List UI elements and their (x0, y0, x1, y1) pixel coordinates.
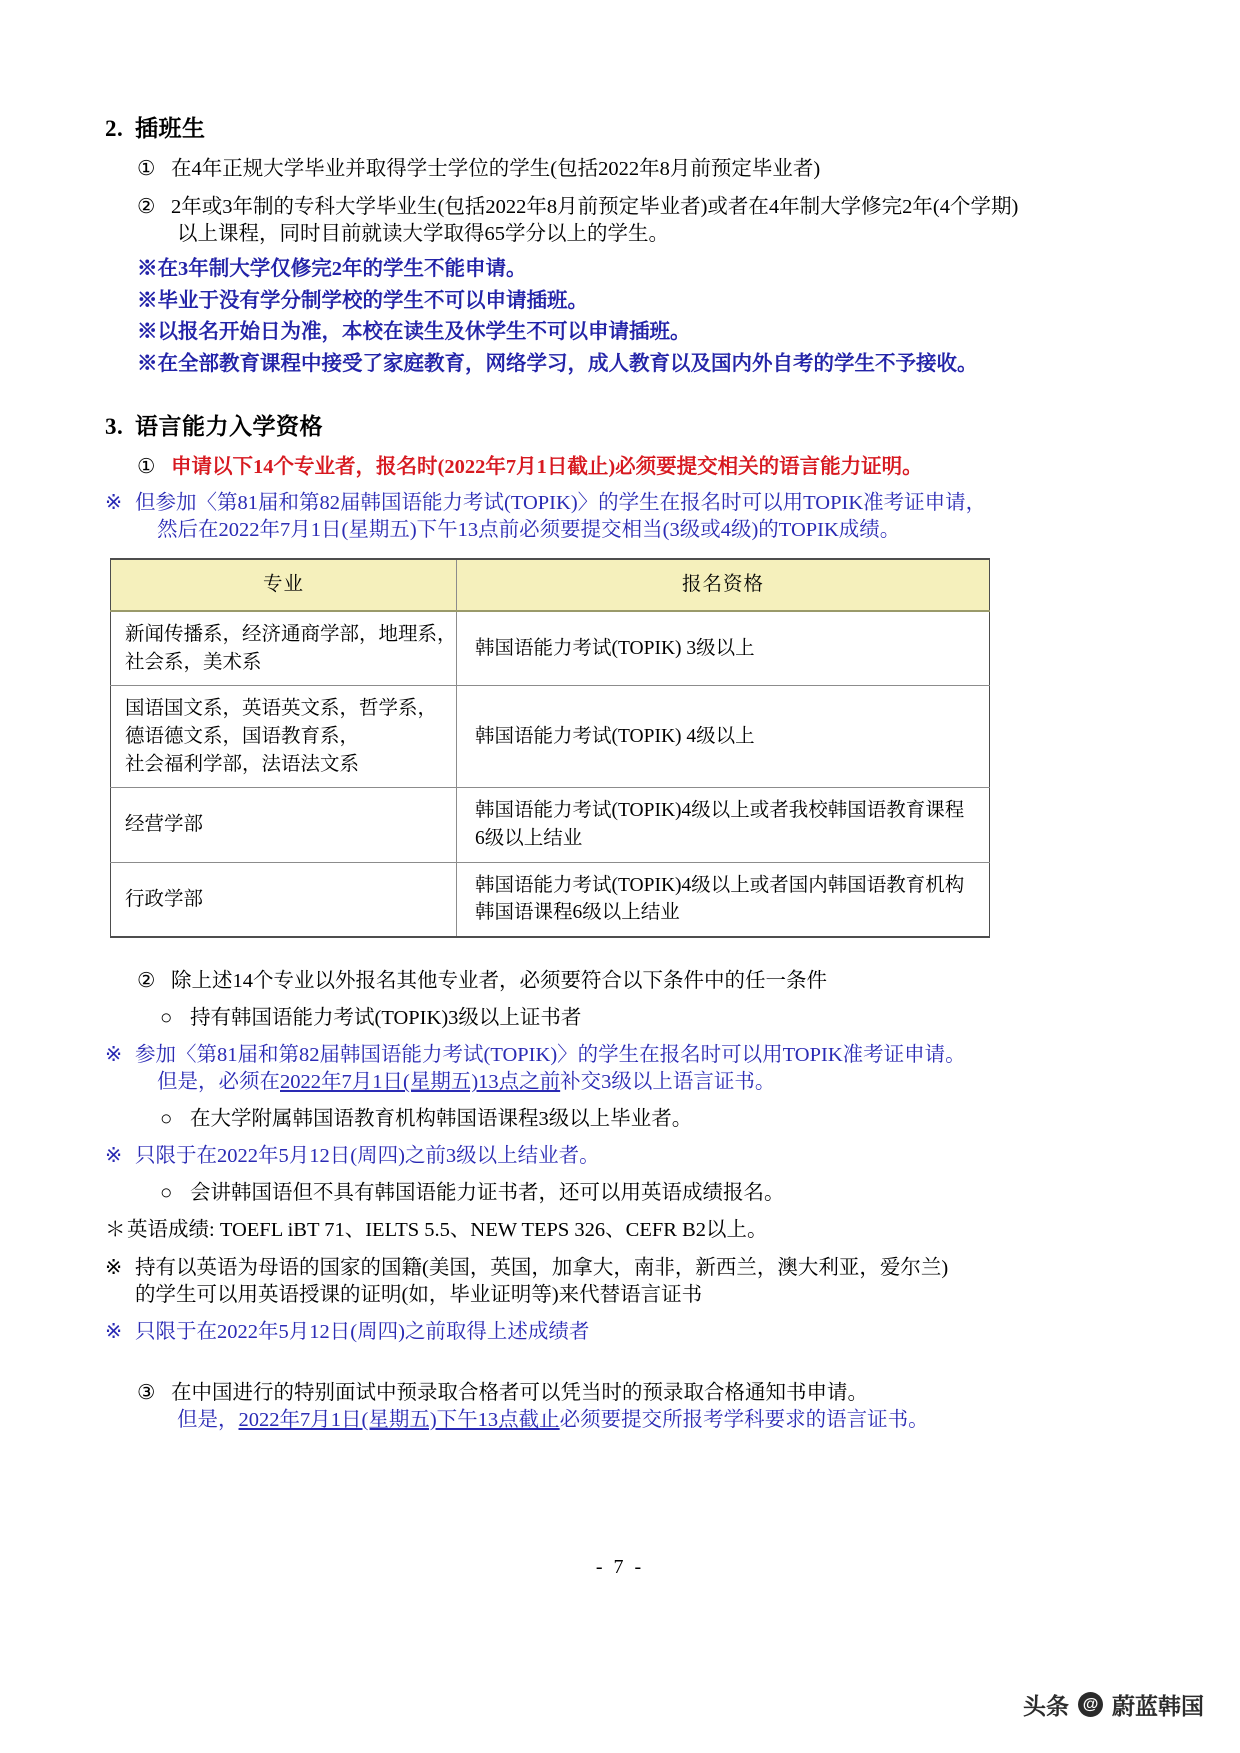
circle-bullet-marker: ○ (160, 1182, 173, 1205)
majors-requirements-table (110, 558, 990, 938)
list-marker: ② (137, 970, 156, 993)
table-cell-major (111, 611, 457, 686)
section-3-bullet-2 (160, 1106, 1135, 1133)
item-3-line-2-prefix: 但是， (177, 1408, 239, 1431)
at-icon: @ (1078, 1692, 1103, 1717)
section-2-item-1-line-1: 在4年正规大学毕业并取得学士学位的学生(包括2022年8月前预定毕业者) (171, 158, 821, 180)
major-line: 社会福利学部，法语法文系 (125, 753, 360, 775)
section-3-bullet-1 (160, 1005, 1135, 1032)
section-3-item-1 (137, 454, 1135, 481)
watermark (1023, 1688, 1204, 1721)
note-line-2-suffix: 补交3级以上语言证书。 (560, 1071, 776, 1094)
section-2-note-3: ※以报名开始日为准，本校在读生及休学生不可以申请插班。 (137, 321, 691, 344)
major-line: 行政学部 (125, 888, 204, 910)
table-row (111, 686, 990, 788)
table-header-row (111, 559, 990, 611)
section-2-transfer-students (105, 110, 1135, 374)
section-2-number: 2. (105, 116, 124, 141)
section-2-item-2-line-1: 2年或3年制的专科大学毕业生(包括2022年8月前预定毕业者)或者在4年制大学修完2年(4个学期) (171, 196, 1019, 219)
table-cell-requirement (457, 788, 990, 862)
section-2-item-1 (137, 156, 1135, 183)
watermark-logo: 头条 (1023, 1693, 1069, 1719)
section-3-item-2 (137, 968, 1135, 995)
section-3-title: 语言能力入学资格 (135, 414, 323, 440)
requirement-line: 6级以上结业 (475, 828, 583, 850)
section-2-item-2 (137, 194, 1135, 248)
section-2-heading (105, 110, 1135, 143)
note-marker: ※ (105, 1145, 123, 1168)
section-3-bullet-3 (160, 1180, 1135, 1207)
requirement-line: 韩国语能力考试(TOPIK) 3级以上 (475, 637, 755, 659)
section-3-item-1-note-line-2: 然后在2022年7月1日(星期五)下午13点前必须要提交相当(3级或4级)的TOPIK成绩。 (157, 519, 901, 542)
table-cell-major (111, 686, 457, 788)
section-3-item-2-text: 除上述14个专业以外报名其他专业者，必须要符合以下条件中的任一条件 (171, 970, 827, 993)
item-3-line-2-underlined: 2022年7月1日(星期五)下午13点截止 (238, 1408, 560, 1431)
requirement-line: 韩国语课程6级以上结业 (475, 902, 680, 924)
table-row (111, 611, 990, 686)
table-cell-requirement (457, 611, 990, 686)
section-3-bullet-1-note (105, 1042, 1135, 1096)
section-3-bullet-2-text: 在大学附属韩国语教育机构韩国语课程3级以上毕业者。 (190, 1108, 693, 1131)
note-marker: ※ (105, 1256, 123, 1279)
section-3-heading (105, 408, 1135, 441)
note-line-2-underlined: 2022年7月1日(星期五)13点之前 (280, 1071, 561, 1094)
table-row (111, 788, 990, 862)
section-3-bullet-1-note-line-1: 参加〈第81届和第82届韩国语能力考试(TOPIK)〉的学生在报名时可以用TOPIK准考证申请。 (135, 1044, 966, 1067)
item-3-line-2-suffix: 必须要提交所报考学科要求的语言证书。 (559, 1408, 929, 1431)
section-2-note-1: ※在3年制大学仅修完2年的学生不能申请。 (137, 258, 527, 281)
section-3-bullet-1-note-line-2 (135, 1069, 1135, 1096)
section-3-number: 3. (105, 414, 124, 440)
section-3-native-english-note (105, 1255, 1135, 1309)
table-row (111, 862, 990, 937)
table-cell-major (111, 862, 457, 937)
section-3-language-qualification (105, 408, 1135, 1434)
native-english-note-line-1: 持有以英语为母语的国家的国籍(美国，英国，加拿大，南非，新西兰，澳大利亚，爱尔兰) (135, 1256, 949, 1279)
requirement-line: 韩国语能力考试(TOPIK)4级以上或者我校韩国语教育课程 (475, 800, 965, 822)
native-english-note-line-2: 的学生可以用英语授课的证明(如，毕业证明等)来代替语言证书 (135, 1283, 703, 1306)
major-line: 经营学部 (125, 814, 204, 836)
circle-bullet-marker: ○ (160, 1108, 173, 1131)
major-line: 德语德文系，国语教育系， (125, 726, 360, 748)
list-marker: ② (137, 196, 156, 219)
list-marker: ① (137, 158, 156, 180)
section-3-bullet-2-note (105, 1143, 1135, 1170)
major-line: 国语国文系，英语英文系，哲学系， (125, 698, 438, 720)
asterisk-marker: ＊ (105, 1219, 126, 1242)
section-3-item-1-note-line-1: 但参加〈第81届和第82届韩国语能力考试(TOPIK)〉的学生在报名时可以用TOPIK准考证申请， (135, 492, 987, 515)
table-cell-requirement (457, 686, 990, 788)
table-cell-requirement (457, 862, 990, 937)
section-3-bullet-1-text: 持有韩国语能力考试(TOPIK)3级以上证书者 (190, 1007, 582, 1030)
table-header-requirement: 报名资格 (457, 559, 990, 611)
major-line: 社会系，美术系 (125, 651, 262, 673)
note-line-2-prefix: 但是，必须在 (157, 1071, 280, 1094)
section-3-deadline-note (105, 1319, 1135, 1346)
section-3-english-scores-text: 英语成绩: TOEFL iBT 71、IELTS 5.5、NEW TEPS 326、CEFR B2以上。 (127, 1219, 768, 1242)
list-marker: ③ (137, 1381, 156, 1404)
note-marker: ※ (105, 1320, 123, 1343)
table-cell-major (111, 788, 457, 862)
section-2-title: 插班生 (135, 116, 206, 141)
list-marker: ① (137, 456, 156, 479)
watermark-text: 蔚蓝韩国 (1112, 1693, 1204, 1719)
section-3-item-3-line-2 (171, 1407, 1135, 1434)
requirement-line: 韩国语能力考试(TOPIK) 4级以上 (475, 726, 755, 748)
section-3-item-3-line-1: 在中国进行的特别面试中预录取合格者可以凭当时的预录取合格通知书申请。 (171, 1381, 868, 1404)
requirement-line: 韩国语能力考试(TOPIK)4级以上或者国内韩国语教育机构 (475, 874, 965, 896)
section-3-deadline-note-text: 只限于在2022年5月12日(周四)之前取得上述成绩者 (135, 1320, 590, 1343)
section-3-bullet-3-text: 会讲韩国语但不具有韩国语能力证书者，还可以用英语成绩报名。 (190, 1182, 785, 1205)
section-3-bullet-2-note-text: 只限于在2022年5月12日(周四)之前3级以上结业者。 (135, 1145, 600, 1168)
major-line: 新闻传播系，经济通商学部，地理系， (125, 623, 457, 645)
page-number: - 7 - (595, 1556, 645, 1578)
circle-bullet-marker: ○ (160, 1007, 173, 1030)
note-marker: ※ (105, 492, 123, 515)
section-3-item-1-note (105, 490, 1135, 544)
section-2-item-2-line-2: 以上课程，同时目前就读大学取得65学分以上的学生。 (177, 223, 669, 246)
section-2-note-4: ※在全部教育课程中接受了家庭教育，网络学习，成人教育以及国内外自考的学生不予接收。 (137, 352, 978, 375)
section-2-note-2: ※毕业于没有学分制学校的学生不可以申请插班。 (137, 289, 588, 312)
section-3-item-1-text: 申请以下14个专业者，报名时(2022年7月1日截止)必须要提交相关的语言能力证明。 (171, 456, 923, 479)
note-marker: ※ (105, 1044, 123, 1067)
section-3-english-scores (105, 1217, 1135, 1244)
table-header-major: 专业 (111, 559, 457, 611)
section-3-item-3 (137, 1380, 1135, 1434)
